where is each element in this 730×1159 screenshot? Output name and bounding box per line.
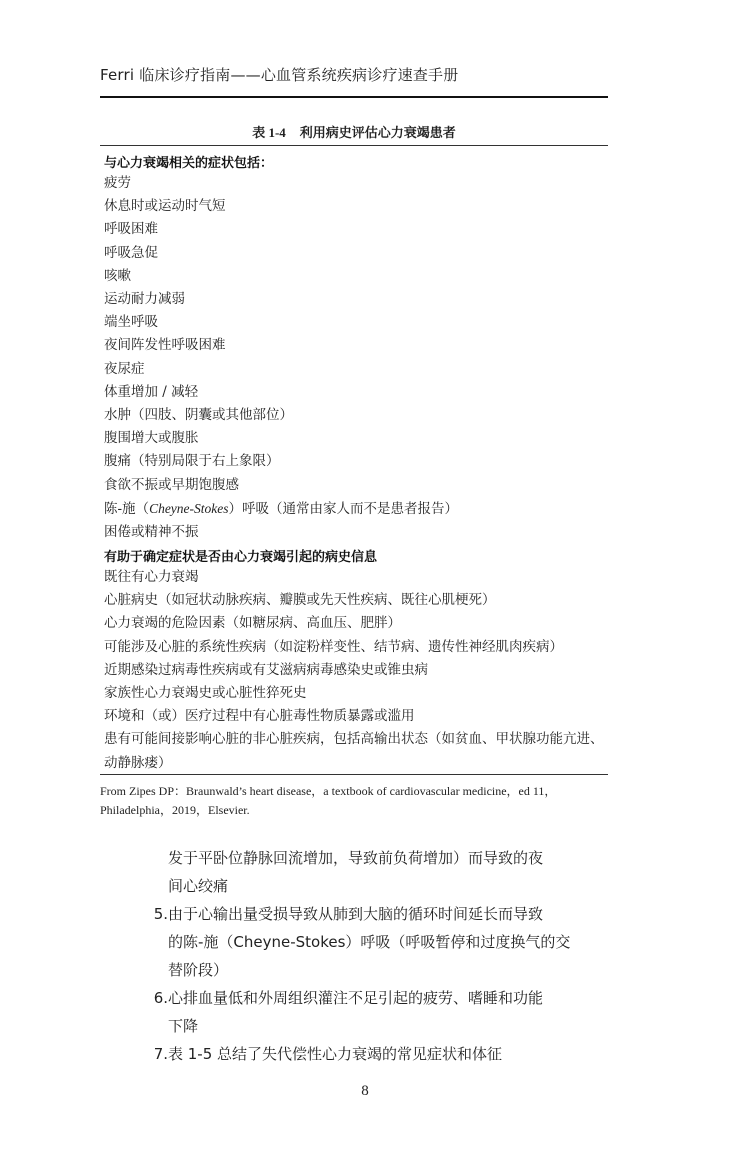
continuation-line: 间心绞痛: [168, 877, 229, 895]
list-item: 困倦或精神不振: [104, 524, 199, 541]
list-item: 腹围增大或腹胀: [104, 430, 199, 447]
cheyne-suffix: ）呼吸（通常由家人而不是患者报告）: [228, 500, 459, 517]
item-line: 心排血量低和外周组织灌注不足引起的疲劳、嗜睡和功能: [168, 989, 544, 1007]
body-text: [100, 844, 620, 1068]
list-item: 疲劳: [104, 175, 131, 191]
list-item: 咳嗽: [104, 267, 131, 284]
section2-list: [104, 566, 604, 775]
running-header: Ferri 临床诊疗指南——心血管系统疾病诊疗速查手册: [100, 66, 459, 84]
list-item: 心力衰竭的危险因素（如糖尿病、高血压、肥胖）: [104, 615, 401, 632]
list-item: 呼吸急促: [104, 244, 158, 261]
cheyne-prefix: 陈-施（: [104, 500, 150, 517]
list-item: 可能涉及心脏的系统性疾病（如淀粉样变性、结节病、遗传性神经肌肉疾病）: [104, 638, 563, 655]
source-line: Philadelphia，2019，Elsevier.: [100, 803, 250, 817]
list-item: 环境和（或）医疗过程中有心脏毒性物质暴露或滥用: [104, 708, 415, 725]
table-title: 利用病史评估心力衰竭患者: [299, 126, 456, 141]
cheyne-italic: Cheyne-Stokes: [149, 500, 229, 516]
table-source: [100, 782, 608, 820]
list-item: 端坐呼吸: [104, 314, 158, 331]
list-item: 夜尿症: [104, 360, 145, 377]
section1-list: [104, 172, 458, 544]
item-line: 的陈-施（Cheyne-Stokes）呼吸（呼吸暂停和过度换气的交: [168, 933, 571, 951]
list-item: 呼吸困难: [104, 221, 158, 238]
list-item: 患有可能间接影响心脏的非心脏疾病，包括高输出状态（如贫血、甲状腺功能亢进、动静脉瘘）: [104, 731, 604, 771]
list-item: 休息时或运动时气短: [104, 198, 226, 215]
list-item: 家族性心力衰竭史或心脏性猝死史: [104, 685, 307, 702]
item-number: 5.: [153, 905, 168, 923]
list-item: 水肿（四肢、阴囊或其他部位）: [104, 407, 293, 424]
item-number: 7.: [153, 1045, 168, 1063]
list-item: 心脏病史（如冠状动脉疾病、瓣膜或先天性疾病、既往心肌梗死）: [104, 592, 496, 609]
numbered-item: [100, 900, 620, 984]
list-item: 食欲不振或早期饱腹感: [104, 476, 239, 493]
page-number: 8: [361, 1083, 369, 1099]
list-item: 腹痛（特别局限于右上象限）: [104, 453, 280, 470]
table-bottom-rule: [100, 774, 608, 775]
list-item: 近期感染过病毒性疾病或有艾滋病病毒感染史或锥虫病: [104, 661, 428, 678]
list-item: 夜间阵发性呼吸困难: [104, 337, 226, 354]
list-item: 既往有心力衰竭: [104, 569, 199, 585]
item-line: 表 1-5 总结了失代偿性心力衰竭的常见症状和体征: [168, 1045, 503, 1063]
list-item-cheyne-stokes: [104, 497, 458, 521]
continuation-line: 发于平卧位静脉回流增加，导致前负荷增加）而导致的夜: [168, 849, 544, 867]
header-rule: [100, 96, 608, 98]
table-caption: [100, 122, 608, 141]
numbered-item: [100, 984, 620, 1040]
numbered-item: [100, 1040, 620, 1068]
item-line: 替阶段）: [168, 961, 229, 979]
list-item: 运动耐力减弱: [104, 291, 185, 308]
list-item: 体重增加 / 减轻: [104, 383, 199, 400]
table-top-rule: [100, 145, 608, 146]
section2-heading: 有助于确定症状是否由心力衰竭引起的病史信息: [104, 550, 378, 565]
source-line: From Zipes DP：Braunwald’s heart disease，a textbook of cardiovascular medicine，ed 11，: [100, 784, 557, 798]
table-number: 表 1-4: [252, 125, 286, 140]
item-number: 6.: [153, 989, 168, 1007]
item-line: 由于心输出量受损导致从肺到大脑的循环时间延长而导致: [168, 905, 544, 923]
item-line: 下降: [168, 1017, 199, 1035]
section1-heading: 与心力衰竭相关的症状包括：: [104, 156, 274, 171]
